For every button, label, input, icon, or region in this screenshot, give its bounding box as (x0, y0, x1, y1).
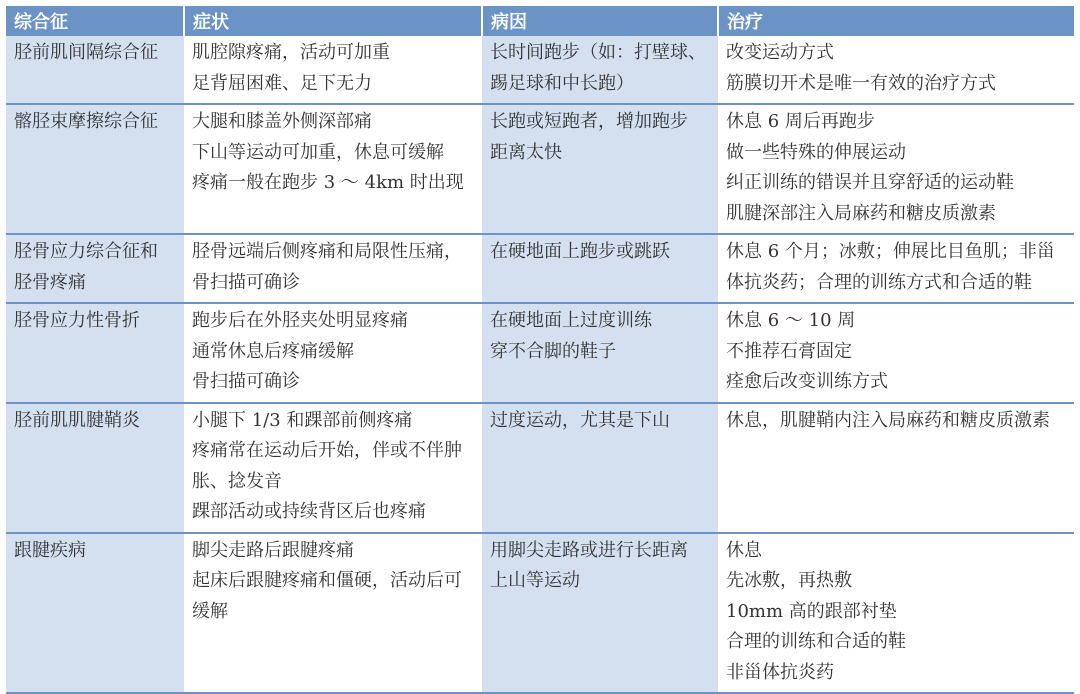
syndrome-name: 胫前肌间隔综合征 (14, 42, 158, 63)
syndrome-name: 胫前肌肌腱鞘炎 (14, 409, 140, 431)
symptom-line: 通常休息后疼痛缓解 (192, 340, 354, 362)
cause-line: 在硬地面上跑步或跳跃 (490, 241, 670, 262)
cause-line: 用脚尖走路或进行长距离 (490, 539, 688, 561)
treatment-cell (718, 403, 1074, 533)
cause-line: 上山等运动 (490, 570, 580, 591)
syndrome-name-cell (6, 36, 184, 104)
header-symptoms: 症状 (184, 6, 482, 36)
treatment-line: 休息 6 个月；冰敷；伸展比目鱼肌；非甾 (726, 241, 1055, 262)
syndrome-table (6, 6, 1074, 694)
symptom-line: 缓解 (192, 600, 228, 622)
cause-line: 穿不合脚的鞋子 (490, 340, 616, 362)
table-row (6, 403, 1074, 533)
table-header-row (6, 6, 1074, 36)
treatment-line: 纠正训练的错误并且穿舒适的运动鞋 (726, 172, 1014, 193)
cause-line: 踢足球和中长跑） (490, 72, 634, 94)
table-row (6, 234, 1074, 303)
cause-cell (482, 104, 718, 234)
table-row (6, 533, 1074, 694)
symptom-line: 骨扫描可确诊 (192, 371, 300, 392)
symptom-line: 足背屈困难、足下无力 (192, 72, 372, 94)
syndrome-name: 跟腱疾病 (14, 539, 86, 561)
treatment-line: 10mm 高的跟部衬垫 (726, 600, 897, 622)
treatment-line: 休息 6 ～ 10 周 (726, 310, 856, 331)
treatment-line: 非甾体抗炎药 (726, 661, 834, 683)
treatment-line: 休息，肌腱鞘内注入局麻药和糖皮质激素 (726, 409, 1050, 431)
symptom-line: 疼痛常在运动后开始，伴或不伴肿 (192, 440, 462, 461)
treatment-line: 休息 6 周后再跑步 (726, 111, 875, 132)
symptom-line: 跑步后在外胫夹处明显疼痛 (192, 310, 408, 331)
treatment-line: 先冰敷，再热敷 (726, 570, 852, 591)
treatment-line: 改变运动方式 (726, 42, 834, 63)
treatment-cell (718, 104, 1074, 234)
treatment-line: 合理的训练和合适的鞋 (726, 631, 906, 652)
symptom-line: 肌腔隙疼痛，活动可加重 (192, 42, 390, 63)
treatment-cell (718, 303, 1074, 403)
table-row (6, 303, 1074, 403)
symptoms-cell (184, 403, 482, 533)
cause-cell (482, 234, 718, 303)
header-syndrome: 综合征 (6, 6, 184, 36)
syndrome-name: 胫骨应力性骨折 (14, 310, 140, 331)
header-treatment: 治疗 (718, 6, 1074, 36)
symptom-line: 胫骨远端后侧疼痛和局限性压痛， (192, 241, 462, 262)
symptom-line: 大腿和膝盖外侧深部痛 (192, 111, 372, 132)
symptoms-cell (184, 36, 482, 104)
treatment-line: 体抗炎药；合理的训练方式和合适的鞋 (726, 271, 1032, 293)
cause-cell (482, 403, 718, 533)
cause-line: 在硬地面上过度训练 (490, 310, 652, 331)
treatment-cell (718, 36, 1074, 104)
treatment-line: 筋膜切开术是唯一有效的治疗方式 (726, 72, 996, 94)
symptoms-cell (184, 104, 482, 234)
cause-cell (482, 36, 718, 104)
table-row (6, 36, 1074, 104)
treatment-line: 痊愈后改变训练方式 (726, 371, 888, 392)
symptom-line: 脚尖走路后跟腱疼痛 (192, 539, 354, 561)
syndrome-name-cell (6, 303, 184, 403)
syndrome-name-cell (6, 234, 184, 303)
cause-line: 过度运动，尤其是下山 (490, 409, 670, 431)
cause-line: 长跑或短跑者，增加跑步 (490, 111, 688, 132)
cause-line: 长时间跑步（如：打壁球、 (490, 42, 706, 63)
symptom-line: 疼痛一般在跑步 3 ～ 4km 时出现 (192, 172, 464, 193)
table-row (6, 104, 1074, 234)
treatment-cell (718, 533, 1074, 694)
symptom-line: 骨扫描可确诊 (192, 271, 300, 293)
symptom-line: 踝部活动或持续背区后也疼痛 (192, 501, 426, 522)
treatment-line: 做一些特殊的伸展运动 (726, 141, 906, 163)
syndrome-name: 髂胫束摩擦综合征 (14, 111, 158, 132)
treatment-line: 不推荐石膏固定 (726, 340, 852, 362)
symptoms-cell (184, 234, 482, 303)
symptom-line: 胀、捻发音 (192, 470, 282, 492)
treatment-cell (718, 234, 1074, 303)
symptom-line: 小腿下 1/3 和踝部前侧疼痛 (192, 409, 413, 431)
symptoms-cell (184, 303, 482, 403)
treatment-line: 肌腱深部注入局麻药和糖皮质激素 (726, 202, 996, 224)
cause-cell (482, 533, 718, 694)
treatment-line: 休息 (726, 539, 762, 561)
symptom-line: 下山等运动可加重，休息可缓解 (192, 141, 444, 163)
header-cause: 病因 (482, 6, 718, 36)
symptom-line: 起床后跟腱疼痛和僵硬，活动后可 (192, 570, 462, 591)
syndrome-name: 胫骨应力综合征和 (14, 241, 158, 262)
syndrome-name-cell (6, 403, 184, 533)
cause-line: 距离太快 (490, 141, 562, 163)
cause-cell (482, 303, 718, 403)
syndrome-name-cell (6, 533, 184, 694)
symptoms-cell (184, 533, 482, 694)
syndrome-name-cell (6, 104, 184, 234)
syndrome-name: 胫骨疼痛 (14, 271, 86, 293)
